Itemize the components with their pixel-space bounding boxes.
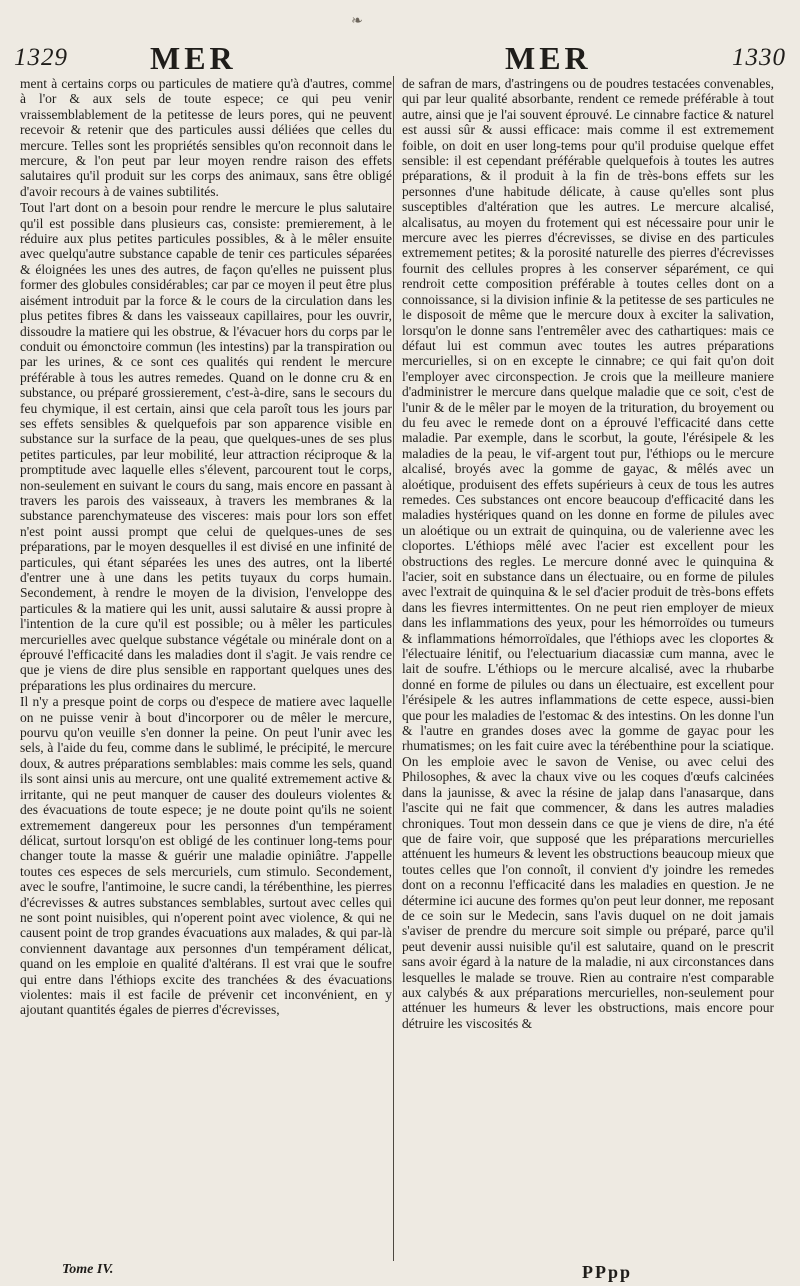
left-paragraph-3: Il n'y a presque point de corps ou d'espece de matiere avec laquelle on ne puisse venir à bout d'incorporer ou de mêler le mercure, pourvu qu'on veuille s'en donner la peine. On peut l'unir avec les sels, à l'aide du feu, comme dans le sublimé, le précipité, le mercure doux, & autres préparations semblables: mais comme les sels, quand ils sont ainsi unis au mercure, ont une qualité extremement active & irritante, qui ne peut manquer de causer des douleurs violentes & des évacuations de toute espece; je ne doute point qu'ils ne soient extremement dangereux pour les personnes d'un tempérament délicat, surtout lorsqu'on est obligé de les continuer long-tems pour changer toute la masse & guérir une maladie opiniâtre. J'appelle toutes ces especes de sels mercuriels, cum stimulo. Secondement, avec le soufre, l'antimoine, le sucre candi, la térébenthine, les pierres d'écrevisses & autres substances semblables, surtout avec celles qui ne sont point nuisibles, qui n'operent point avec violence, & qui ne causent point de trop grandes évacuations aux malades, & qui par-là conviennent davantage aux personnes d'un tempérament délicat, quand on les emploie en qualité d'altérans. Il est vrai que le soufre qui entre dans l'éthiops excite des tranchées & des évacuations violentes: mais il est facile de prévenir cet inconvénient, en y ajoutant quantités égales de pierres d'écrevisses, xyxy=(20,694,392,1018)
page-number-right: 1330 xyxy=(732,44,786,71)
left-paragraph-2: Tout l'art dont on a besoin pour rendre le mercure le plus salutaire qu'il est possible dans plusieurs cas, consiste: premierement, à le réduire aux plus petites particules possibles, & à le mêler ensuite avec quelqu'autre substance capable de tenir ces particules séparées & éloignées les unes des autres, de façon qu'elles ne puissent plus former des globules considérables; car par ce moyen il peut être plus aisément introduit par la force & le cours de la circulation dans les plus petites fibres & dans les vaisseaux capillaires, pour les ouvrir, dissoudre la matiere qui les obstrue, & l'évacuer hors du corps par le conduit ou émonctoire commun (les intestins) par la transpiration ou par les urines, & ce sont ces qualités qui rendent le mercure préférable à tous les autres remedes. Quand on le donne cru & en substance, ou préparé grossierement, c'est-à-dire, sans le secours du feu chymique, il est certain, ainsi que cela paroît tous les jours par ses effets sensibles & quelquefois par son apparence visible en substance sur la surface de la peau, que quelques-unes de ses plus petites particules, par leur mobilité, leur attraction réciproque & la promptitude avec laquelle elles s'élevent, parcourent tout le corps, non-seulement en suivant le cours du sang, mais encore en passant à travers les parois des vaisseaux, à travers les membranes & la substance parenchymateuse des visceres: mais pour lors son effet n'est point aussi prompt que celui de quelques-unes de ses préparations, par le moyen desquelles il est divisé en une infinité de particules, qui étant séparées les unes des autres, ont la liberté d'entrer une à une dans les petits tuyaux du corps humain. Secondement, à rendre le moyen de la division, l'enveloppe des particules & la matiere qui les unit, aussi salutaire & aussi propre à l'intention de la cure qu'il est possible; ou à mêler les particules mercurielles avec quelque substance végétale ou minérale dont on a éprouvé l'efficacité dans les maladies dont il s'agit. Je vais rendre ce que je viens de dire plus sensible en rapportant quelques unes des préparations les plus ordinaires du mercure. xyxy=(20,200,392,693)
running-title-left: MER xyxy=(150,40,237,76)
signature-mark: PPpp xyxy=(582,1262,633,1282)
column-divider xyxy=(393,76,394,1261)
left-paragraph-1: ment à certains corps ou particules de matiere qu'à d'autres, comme à l'or & aux sels de toute espece; ce qui peu venir vraissemblablement de la petitesse de leurs pores, qui ne peuvent recevoir & retenir que des particules aussi déliées que celles du mercure. Telles sont les propriétés sensibles qu'on reconnoit dans le mercure, & l'on peut par leur moyen rendre raison des effets salutaires qu'il produit sur les corps des animaux, sans être obligé d'avoir recours à de vaines subtilités. xyxy=(20,76,392,199)
right-column xyxy=(402,76,774,1260)
right-paragraph-1: de safran de mars, d'astringens ou de poudres testacées convenables, qui par leur qualité absorbante, rendent ce remede préférable à tout autre, ainsi que je l'ai souvent éprouvé. Le cinnabre factice & naturel est aussi sûr & aussi efficace: mais comme il est extremement foible, on doit en user long-tems pour qu'il produise quelque effet sensible: il est cependant préférable quelquefois à toutes les autres préparations, & il produit à la fin de très-bons effets sur les personnes d'une habitude délicate, à cause qu'elles sont plus susceptibles d'altération que les autres. Le mercure alcalisé, alcalisatus, au moyen du frotement qui est nécessaire pour unir le mercure avec les pierres d'écrevisses, se divise en des particules extremement petites; & la porosité naturelle des pierres d'écrevisses fournit des cellules propres à les conserver séparément, ce qui rendroit cette composition préférable à toutes celles dont on a connoissance, si la division infinie & la petitesse de ses particules ne le disposoit de même que le mercure doux à exciter la salivation, lorsqu'on le donne sans l'entremêler avec des cathartiques: mais ce défaut lui est commun avec toutes les autres préparations mercurielles, si on en excepte le cinnabre; ce qui fait qu'on doit l'employer avec circonspection. Je crois que la meilleure maniere d'administrer le mercure dans quelque maladie que ce soit, c'est de l'unir & de le mêler par le moyen de la trituration, du broyement ou du feu avec le remede dont on a éprouvé l'efficacité dans cette maladie. Par exemple, dans le scorbut, la goute, l'érésipele & les maladies de la peau, le vif-argent tout pur, l'éthiops ou le mercure alcalisé, broyés avec la gomme de gayac, & mêlés avec un aloétique, produisent des effets supérieurs à ceux de tous les autres remedes. Ces substances ont encore beaucoup d'efficacité dans les maladies hystériques quand on les donne en forme de pilules avec un aloétique ou un extrait de quinquina, ou de valerienne avec les cloportes. L'éthiops mêlé avec l'acier est excellent pour les obstructions des regles. Le mercure donné avec le quinquina & l'acier, soit en substance dans un électuaire, ou en forme de pilules avec l'extrait de quinquina & le sel d'acier produit de très-bons effets dans les fievres intermittentes. On ne peut rien employer de mieux dans les inflammations des yeux, pour les hémorroïdes ou tumeurs & inflammations hémorroïdales, que l'éthiops avec les cloportes & l'électuaire lénitif, ou l'electuarium diacassiæ cum manna, avec le lait de soufre. L'éthiops ou le mercure alcalisé, avec la rhubarbe donné en forme de pilules ou dans un électuaire, est excellent pour l'érésipele & les autres inflammations de cette espece, aussi-bien que pour les maladies de l'estomac & des intestins. On les donne l'un & l'autre en grandes doses avec la gomme de gayac pour les rhumatismes; on les fait cuire avec la térébenthine pour la sciatique. On les emploie avec le savon de Venise, ou avec celui des Philosophes, & avec la chaux vive ou les coques d'œufs calcinées dans la jaunisse, & avec la résine de jalap dans l'anasarque, dans l'ascite qui ne fait que commencer, & dans les autres maladies chroniques. Tout mon dessein dans ce que je viens de dire, n'a été que de faire voir, que supposé que les préparations mercurielles atténuent les humeurs & levent les obstructions beaucoup mieux que toutes celles que l'on connoît, il convient d'y joindre les remedes dont on a reconnu l'efficacité dans les maladies en question. Je ne détermine ici aucune des formes qu'on peut leur donner, me reposant de ce soin sur le Medecin, sans l'avis duquel on ne doit jamais s'aviser de prendre du mercure soit simple ou préparé, parce qu'il peut devenir aussi nuisible qu'il est salutaire, quand on le prescrit sans avoir égard à la nature de la maladie, ni aux circonstances dans lesquelles le malade se trouve. Rien au contraire n'est comparable aux calybés & aux préparations mercurielles, non-seulement pour atténuer les humeurs & lever les obstructions, mais encore pour détruire les viscosités & xyxy=(402,76,774,1031)
ornament-mark: ❧ xyxy=(351,14,363,29)
volume-footer: Tome IV. xyxy=(62,1262,114,1277)
page-number-left: 1329 xyxy=(14,44,68,71)
running-title-right: MER xyxy=(505,40,592,76)
left-column xyxy=(20,76,392,1260)
